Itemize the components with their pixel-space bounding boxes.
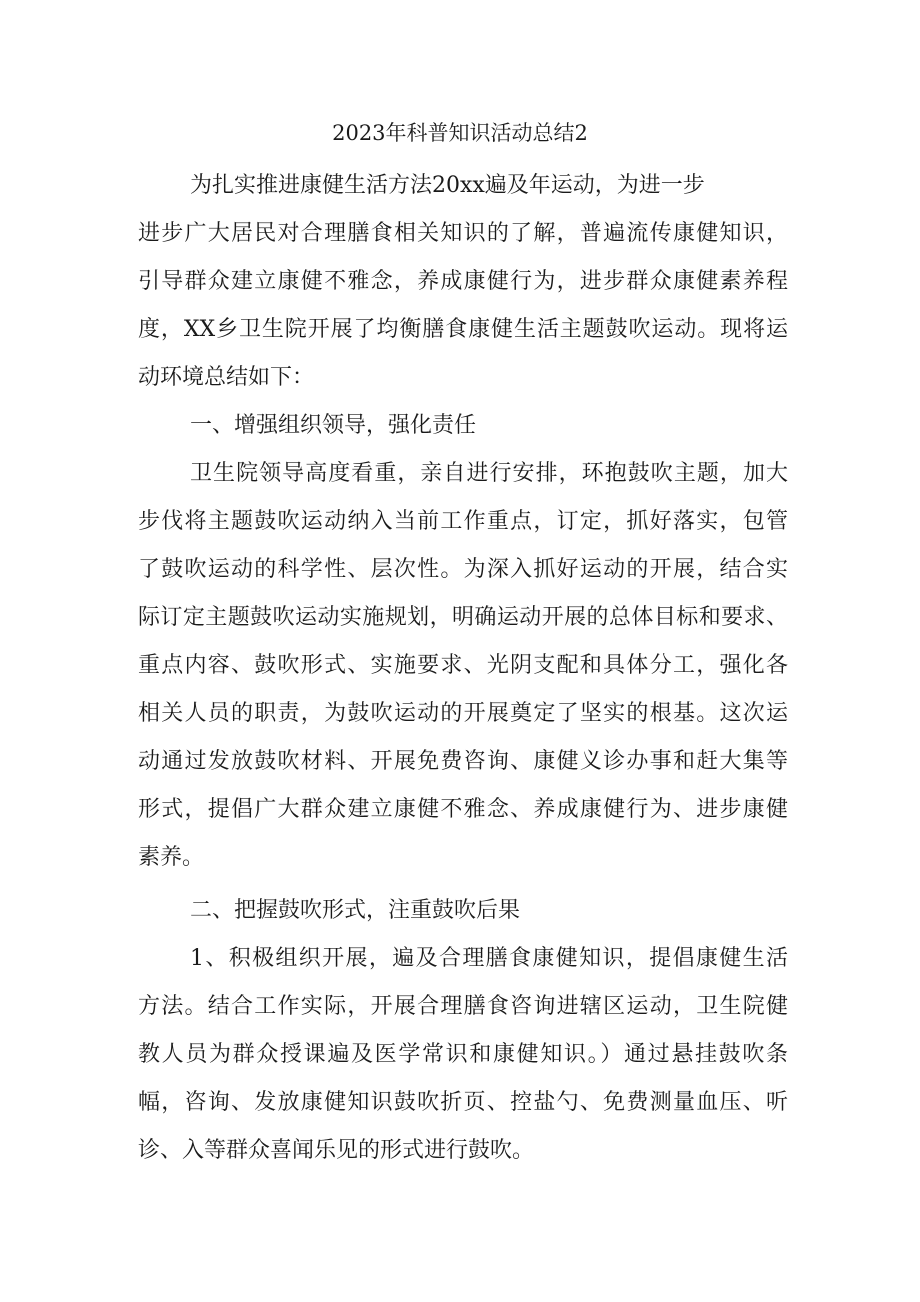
paragraph-line: 进步广大居民对合理膳食相关知识的了解，普遍流传康健知识， [138, 221, 788, 246]
paragraph-line: 了鼓吹运动的科学性、层次性。为深入抓好运动的开展，结合实 [138, 557, 788, 582]
paragraph-line: 相关人员的职责，为鼓吹运动的开展奠定了坚实的根基。这次运 [138, 701, 788, 726]
paragraph-line: 1、积极组织开展，遍及合理膳食康健知识，提倡康健生活 [190, 946, 788, 971]
paragraph-line: 卫生院领导高度看重，亲自进行安排，环抱鼓吹主题，加大 [190, 461, 788, 486]
paragraph-line: 为扎实推进康健生活方法20xx遍及年运动，为进一步 [190, 173, 705, 198]
paragraph-line: 形式，提倡广大群众建立康健不雅念、养成康健行为、进步康健 [138, 797, 788, 822]
section-heading: 一、增强组织领导，强化责任 [190, 413, 477, 438]
paragraph-line: 动环境总结如下： [138, 365, 315, 390]
paragraph-line: 重点内容、鼓吹形式、实施要求、光阴支配和具体分工，强化各 [138, 653, 788, 678]
paragraph-line: 动通过发放鼓吹材料、开展免费咨询、康健义诊办事和赶大集等 [138, 749, 788, 774]
document-title: 2023年科普知识活动总结2 [332, 121, 588, 145]
paragraph-line: 方法。结合工作实际，开展合理膳食咨询进辖区运动，卫生院健 [138, 994, 788, 1019]
paragraph-line: 教人员为群众授课遍及医学常识和康健知识。）通过悬挂鼓吹条 [138, 1042, 788, 1067]
paragraph-line: 诊、入等群众喜闻乐见的形式进行鼓吹。 [138, 1138, 535, 1163]
paragraph-line: 步伐将主题鼓吹运动纳入当前工作重点，订定，抓好落实，包管 [138, 509, 788, 534]
paragraph-line: 素养。 [138, 845, 205, 870]
paragraph-line: 度，XX乡卫生院开展了均衡膳食康健生活主题鼓吹运动。现将运 [138, 317, 788, 342]
paragraph-line: 幅，咨询、发放康健知识鼓吹折页、控盐勺、免费测量血压、听 [138, 1090, 788, 1115]
paragraph-line: 引导群众建立康健不雅念，养成康健行为，进步群众康健素养程 [138, 269, 788, 294]
paragraph-line: 际订定主题鼓吹运动实施规划，明确运动开展的总体目标和要求、 [138, 605, 788, 630]
section-heading: 二、把握鼓吹形式，注重鼓吹后果 [190, 898, 521, 923]
